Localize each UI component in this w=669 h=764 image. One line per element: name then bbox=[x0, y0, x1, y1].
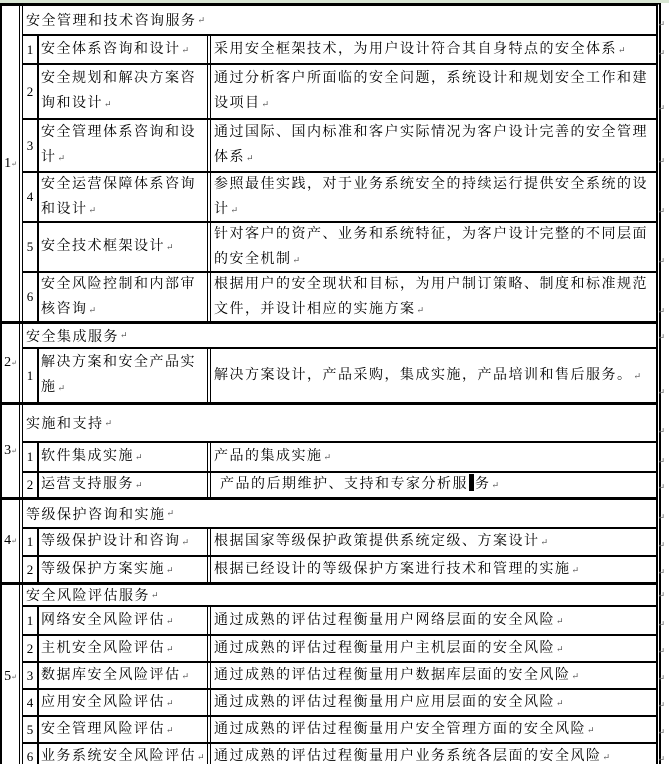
service-name-cell[interactable] bbox=[39, 690, 207, 715]
service-name: 数据库安全风险评估 bbox=[41, 667, 181, 683]
service-row bbox=[23, 118, 665, 171]
service-desc-cell[interactable] bbox=[207, 663, 656, 688]
row-number: 4 bbox=[26, 189, 34, 204]
row-number-cell bbox=[23, 349, 39, 402]
group-body bbox=[23, 324, 665, 402]
row-number: 5 bbox=[26, 239, 34, 254]
group-body bbox=[23, 500, 665, 582]
service-name-text bbox=[41, 37, 189, 63]
paragraph-mark-icon: ↵ bbox=[135, 452, 143, 462]
service-name: 软件集成实施 bbox=[41, 449, 134, 464]
service-desc-text bbox=[214, 120, 656, 171]
row-number: 2 bbox=[26, 561, 34, 577]
service-name-text bbox=[41, 529, 189, 555]
service-name-text bbox=[41, 272, 207, 323]
row-end-mark-icon: ↵ bbox=[657, 590, 665, 600]
service-row bbox=[23, 555, 665, 582]
paragraph-mark-icon: ↵ bbox=[261, 99, 270, 109]
group-body bbox=[23, 405, 665, 497]
service-desc: 根据国家等级保护政策提供系统定级、方案设计 bbox=[214, 534, 540, 549]
service-desc-text bbox=[214, 363, 641, 389]
paragraph-mark-icon: ↵ bbox=[166, 564, 174, 575]
service-desc: 产品的后期维护、支持和专家分析服 bbox=[220, 477, 468, 492]
service-row bbox=[23, 171, 665, 221]
service-name-cell[interactable] bbox=[39, 223, 207, 271]
row-number: 1 bbox=[26, 449, 34, 464]
row-number: 2 bbox=[26, 83, 34, 99]
row-number: 3 bbox=[26, 667, 34, 683]
service-name: 主机安全风险评估 bbox=[41, 640, 165, 656]
group-title: 安全管理和技术咨询服务 bbox=[26, 14, 197, 29]
service-name-text bbox=[41, 350, 207, 401]
service-desc-cell[interactable] bbox=[207, 120, 656, 171]
service-desc-cell[interactable] bbox=[207, 529, 656, 555]
row-end-mark-icon: ↵ bbox=[657, 646, 665, 656]
service-name: 解决方案和安全产品实施 bbox=[41, 355, 196, 395]
text-cursor bbox=[469, 474, 474, 491]
service-name-text bbox=[41, 744, 205, 764]
service-name-text bbox=[41, 717, 174, 743]
group-number-cell bbox=[2, 324, 23, 402]
service-desc-cell[interactable] bbox=[207, 223, 656, 271]
group-title: 实施和支持 bbox=[26, 417, 104, 432]
paragraph-mark-icon: ↵ bbox=[230, 204, 239, 215]
row-number: 1 bbox=[26, 612, 34, 628]
row-end-mark-icon: ↵ bbox=[657, 332, 665, 342]
row-number-cell bbox=[23, 744, 39, 764]
group-title: 安全风险评估服务 bbox=[26, 589, 150, 604]
row-end-mark-icon: ↵ bbox=[657, 156, 665, 166]
paragraph-mark-icon: ↵ bbox=[571, 564, 580, 575]
row-end-mark-icon: ↵ bbox=[657, 103, 665, 113]
paragraph-mark-icon: ↵ bbox=[292, 254, 301, 265]
paragraph-mark-icon: ↵ bbox=[104, 417, 113, 428]
service-desc: 产品的集成实施 bbox=[214, 449, 323, 464]
row-number-cell bbox=[23, 273, 39, 321]
service-name-text bbox=[41, 557, 174, 583]
service-desc: 通过成熟的评估过程衡量用户主机层面的安全风险 bbox=[214, 640, 555, 656]
paragraph-mark-icon: ↵ bbox=[57, 153, 66, 163]
service-row bbox=[23, 715, 665, 742]
row-end-mark-icon: ↵ bbox=[657, 482, 665, 492]
service-desc-text bbox=[214, 172, 656, 223]
service-name-cell[interactable] bbox=[39, 636, 207, 661]
service-name-cell[interactable] bbox=[39, 65, 207, 118]
service-desc-cell[interactable] bbox=[207, 607, 656, 634]
service-name-cell[interactable] bbox=[39, 173, 207, 221]
service-name: 等级保护设计和咨询 bbox=[41, 534, 181, 549]
service-name-cell[interactable] bbox=[39, 120, 207, 171]
row-number: 6 bbox=[26, 748, 34, 764]
service-desc-cell[interactable] bbox=[207, 636, 656, 661]
group-number: 4 bbox=[4, 533, 12, 548]
row-end-mark-icon: ↵ bbox=[657, 306, 665, 316]
service-desc-cell[interactable] bbox=[207, 717, 656, 742]
service-desc-cell[interactable] bbox=[207, 690, 656, 715]
paragraph-mark-icon: ↵ bbox=[491, 480, 500, 490]
service-desc: 针对客户的资产、业务和系统特征，为客户设计完整的不同层面的安全机制 bbox=[214, 226, 648, 267]
service-name-text bbox=[41, 472, 143, 498]
service-desc-cell[interactable] bbox=[207, 36, 656, 63]
service-group bbox=[2, 582, 665, 764]
row-number-cell bbox=[23, 36, 39, 63]
service-group bbox=[2, 321, 665, 402]
service-row bbox=[23, 36, 665, 63]
paragraph-mark-icon: ↵ bbox=[602, 751, 611, 762]
service-name-cell[interactable] bbox=[39, 443, 207, 471]
group-title: 等级保护咨询和实施 bbox=[26, 507, 166, 523]
paragraph-mark-icon: ↵ bbox=[57, 383, 66, 393]
service-group bbox=[2, 6, 665, 321]
row-number-cell bbox=[23, 557, 39, 582]
service-name-cell[interactable] bbox=[39, 529, 207, 555]
paragraph-mark-icon: ↵ bbox=[166, 697, 174, 708]
paragraph-mark-icon: ↵ bbox=[181, 537, 190, 547]
paragraph-mark-icon: ↵ bbox=[11, 537, 17, 545]
service-desc-text bbox=[214, 608, 564, 634]
row-end-mark-icon: ↵ bbox=[657, 540, 665, 550]
row-number: 1 bbox=[26, 367, 34, 383]
row-number-cell bbox=[23, 120, 39, 171]
paragraph-mark-icon: ↵ bbox=[556, 643, 564, 654]
service-name-text bbox=[41, 444, 143, 470]
service-group bbox=[2, 402, 665, 497]
service-desc-text bbox=[214, 272, 656, 323]
group-number: 3 bbox=[4, 443, 12, 458]
service-desc-text bbox=[214, 529, 548, 555]
service-name-text bbox=[41, 690, 174, 716]
service-desc-cell[interactable] bbox=[207, 443, 656, 471]
paragraph-mark-icon: ↵ bbox=[323, 452, 332, 462]
group-title-row[interactable] bbox=[23, 500, 665, 529]
service-desc-cell[interactable] bbox=[207, 349, 656, 402]
group-body bbox=[23, 6, 665, 321]
paragraph-mark-icon: ↵ bbox=[618, 44, 626, 55]
service-name: 安全管理风险评估 bbox=[41, 721, 165, 737]
group-number: 1 bbox=[4, 155, 12, 171]
paragraph-mark-icon: ↵ bbox=[11, 359, 17, 367]
paragraph-mark-icon: ↵ bbox=[166, 724, 174, 735]
paragraph-mark-icon: ↵ bbox=[587, 724, 595, 735]
service-name-text bbox=[41, 120, 207, 171]
service-name: 等级保护方案实施 bbox=[41, 561, 165, 577]
row-number-cell bbox=[23, 529, 39, 555]
service-desc-text bbox=[214, 66, 656, 117]
service-name: 运营支持服务 bbox=[41, 477, 134, 492]
row-number-cell bbox=[23, 607, 39, 634]
row-number: 4 bbox=[26, 694, 34, 710]
service-name: 安全体系咨询和设计 bbox=[41, 41, 181, 57]
service-desc: 采用安全框架技术，为用户设计符合其自身特点的安全体系 bbox=[214, 41, 617, 57]
service-row bbox=[23, 688, 665, 715]
row-number: 2 bbox=[26, 640, 34, 656]
group-body bbox=[23, 585, 665, 764]
service-name: 安全技术框架设计 bbox=[41, 239, 165, 254]
service-name-cell[interactable] bbox=[39, 473, 207, 497]
paragraph-mark-icon: ↵ bbox=[104, 99, 112, 109]
service-name-cell[interactable] bbox=[39, 744, 207, 764]
service-desc-text bbox=[214, 690, 564, 716]
service-name: 安全管理体系咨询和设计 bbox=[41, 125, 196, 165]
row-number: 5 bbox=[26, 721, 34, 737]
service-desc: 通过国际、国内标准和客户实际情况为客户设计完善的安全管理体系 bbox=[214, 125, 648, 165]
service-name: 应用安全风险评估 bbox=[41, 694, 165, 710]
service-name: 安全规划和解决方案咨询和设计 bbox=[41, 71, 196, 111]
group-title-row[interactable] bbox=[23, 405, 665, 443]
paragraph-mark-icon: ↵ bbox=[11, 159, 17, 168]
service-desc: 通过成熟的评估过程衡量用户安全管理方面的安全风险 bbox=[214, 721, 586, 737]
service-desc: 通过分析客户所面临的安全问题，系统设计和规划安全工作和建设项目 bbox=[214, 71, 648, 111]
row-number: 1 bbox=[26, 534, 34, 549]
service-desc-text bbox=[214, 444, 331, 470]
service-name: 网络安全风险评估 bbox=[41, 612, 165, 628]
service-desc: 通过成熟的评估过程衡量用户网络层面的安全风险 bbox=[214, 612, 555, 628]
services-table bbox=[0, 3, 665, 764]
row-end-mark-icon: ↵ bbox=[657, 426, 665, 436]
service-row bbox=[23, 607, 665, 634]
paragraph-mark-icon: ↵ bbox=[556, 615, 564, 626]
paragraph-mark-icon: ↵ bbox=[571, 670, 580, 681]
service-desc-text bbox=[214, 717, 595, 743]
row-number-cell bbox=[23, 65, 39, 118]
service-desc-cell[interactable] bbox=[207, 173, 656, 221]
paragraph-mark-icon: ↵ bbox=[197, 751, 205, 762]
service-desc-cell[interactable] bbox=[207, 65, 656, 118]
paragraph-mark-icon: ↵ bbox=[166, 508, 175, 518]
service-name-text bbox=[41, 663, 189, 689]
service-desc-cell[interactable] bbox=[207, 744, 656, 764]
row-number-cell bbox=[23, 636, 39, 661]
service-desc-text bbox=[214, 557, 579, 583]
row-end-mark-icon: ↵ bbox=[657, 727, 665, 737]
row-number-cell bbox=[23, 717, 39, 742]
service-desc-tail: 务 bbox=[475, 477, 491, 492]
service-desc-text bbox=[220, 472, 499, 498]
paragraph-mark-icon: ↵ bbox=[166, 242, 174, 252]
service-desc-text bbox=[214, 37, 626, 63]
row-end-mark-icon: ↵ bbox=[657, 456, 665, 466]
row-number-cell bbox=[23, 690, 39, 715]
paragraph-mark-icon: ↵ bbox=[181, 44, 190, 55]
row-end-mark-icon: ↵ bbox=[657, 673, 665, 683]
service-name: 安全风险控制和内部审核咨询 bbox=[41, 276, 196, 317]
service-row bbox=[23, 529, 665, 555]
row-number-cell bbox=[23, 473, 39, 497]
service-row bbox=[23, 221, 665, 271]
paragraph-mark-icon: ↵ bbox=[166, 643, 174, 654]
service-desc: 通过成熟的评估过程衡量用户应用层面的安全风险 bbox=[214, 694, 555, 710]
paragraph-mark-icon: ↵ bbox=[151, 589, 159, 600]
group-number: 5 bbox=[4, 669, 12, 684]
paragraph-mark-icon: ↵ bbox=[540, 537, 549, 547]
row-end-mark-icon: ↵ bbox=[657, 567, 665, 577]
service-desc-cell[interactable] bbox=[207, 557, 656, 582]
service-desc-cell[interactable] bbox=[207, 473, 656, 497]
row-number: 6 bbox=[26, 289, 34, 304]
service-desc-text bbox=[214, 663, 579, 689]
row-end-mark-icon: ↵ bbox=[657, 619, 665, 629]
service-name-text bbox=[41, 608, 174, 634]
service-desc: 参照最佳实践，对于业务系统安全的持续运行提供安全系统的设计 bbox=[214, 176, 648, 217]
service-name: 安全运营保障体系咨询和设计 bbox=[41, 176, 196, 217]
service-row bbox=[23, 634, 665, 661]
service-desc: 解决方案设计，产品采购，集成实施，产品培训和售后服务。 bbox=[214, 367, 633, 383]
service-name-cell[interactable] bbox=[39, 273, 207, 321]
paragraph-mark-icon: ↵ bbox=[135, 480, 143, 490]
service-desc: 根据用户的安全现状和目标，为用户制订策略、制度和标准规范文件，并设计相应的实施方案 bbox=[214, 276, 648, 317]
service-desc-text bbox=[214, 744, 610, 764]
service-name-cell[interactable] bbox=[39, 607, 207, 634]
service-desc: 根据已经设计的等级保护方案进行技术和管理的实施 bbox=[214, 561, 571, 577]
service-name-cell[interactable] bbox=[39, 36, 207, 63]
group-title-row[interactable] bbox=[23, 6, 665, 36]
service-row bbox=[23, 471, 665, 497]
row-number-cell bbox=[23, 443, 39, 471]
group-number-cell bbox=[2, 405, 23, 497]
paragraph-mark-icon: ↵ bbox=[88, 204, 97, 215]
paragraph-mark-icon: ↵ bbox=[416, 304, 425, 315]
row-number-cell bbox=[23, 663, 39, 688]
row-end-mark-icon: ↵ bbox=[657, 206, 665, 216]
paragraph-mark-icon: ↵ bbox=[556, 697, 564, 708]
group-number-cell bbox=[2, 500, 23, 582]
service-row bbox=[23, 661, 665, 688]
row-end-mark-icon: ↵ bbox=[657, 256, 665, 266]
service-name-cell[interactable] bbox=[39, 557, 207, 582]
row-number: 2 bbox=[26, 477, 34, 492]
row-number-cell bbox=[23, 173, 39, 221]
paragraph-mark-icon: ↵ bbox=[181, 670, 190, 681]
paragraph-mark-icon: ↵ bbox=[88, 304, 97, 315]
group-number-cell bbox=[2, 6, 23, 321]
service-name-cell[interactable] bbox=[39, 663, 207, 688]
service-desc-text bbox=[214, 636, 564, 662]
paragraph-mark-icon: ↵ bbox=[11, 673, 17, 681]
service-desc: 通过成熟的评估过程衡量用户数据库层面的安全风险 bbox=[214, 667, 571, 683]
service-row bbox=[23, 443, 665, 471]
row-end-mark-icon: ↵ bbox=[657, 700, 665, 710]
service-desc-cell[interactable] bbox=[207, 273, 656, 321]
service-row bbox=[23, 271, 665, 321]
row-end-mark-icon: ↵ bbox=[657, 512, 665, 522]
service-desc: 通过成熟的评估过程衡量用户业务系统各层面的安全风险 bbox=[214, 748, 602, 764]
service-name: 业务系统安全风险评估 bbox=[41, 748, 196, 764]
row-end-mark-icon: ↵ bbox=[657, 19, 665, 29]
service-desc-text bbox=[214, 222, 656, 273]
paragraph-mark-icon: ↵ bbox=[633, 370, 642, 381]
service-row bbox=[23, 349, 665, 402]
group-title-row[interactable] bbox=[23, 324, 665, 349]
service-name-text bbox=[41, 234, 174, 260]
service-name-cell[interactable] bbox=[39, 349, 207, 402]
row-number: 1 bbox=[26, 41, 34, 57]
row-end-mark-icon: ↵ bbox=[657, 387, 665, 397]
service-name-text bbox=[41, 636, 174, 662]
row-number: 3 bbox=[26, 137, 34, 153]
group-number-cell bbox=[2, 585, 23, 764]
service-name-text bbox=[41, 172, 207, 223]
group-title: 安全集成服务 bbox=[26, 329, 119, 345]
service-name-cell[interactable] bbox=[39, 717, 207, 742]
row-end-mark-icon: ↵ bbox=[657, 754, 665, 764]
service-name-text bbox=[41, 66, 207, 117]
paragraph-mark-icon: ↵ bbox=[197, 14, 206, 25]
paragraph-mark-icon: ↵ bbox=[166, 615, 174, 626]
paragraph-mark-icon: ↵ bbox=[11, 447, 17, 455]
paragraph-mark-icon: ↵ bbox=[246, 153, 254, 163]
service-group bbox=[2, 497, 665, 582]
paragraph-mark-icon: ↵ bbox=[120, 330, 128, 340]
group-number: 2 bbox=[4, 355, 12, 370]
row-end-mark-icon: ↵ bbox=[657, 48, 665, 58]
row-number-cell bbox=[23, 223, 39, 271]
service-row bbox=[23, 63, 665, 118]
service-row bbox=[23, 742, 665, 764]
group-title-row[interactable] bbox=[23, 585, 665, 607]
